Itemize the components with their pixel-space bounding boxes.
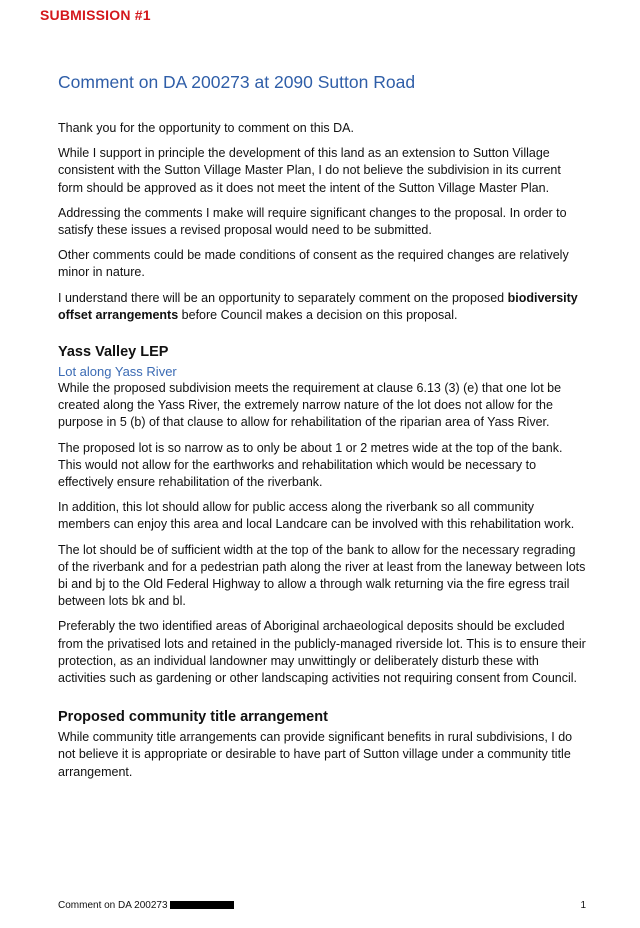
page-number: 1 [580,900,586,911]
intro-paragraph-5 [58,290,588,324]
submission-label: SUBMISSION #1 [40,7,151,23]
lep-paragraph-5: Preferably the two identified areas of Aboriginal archaeological deposits should be excluded from the privatised lots and retained in the publicly-managed riverside lot. This is to ensure their protection, as an individual landowner may unwittingly or deliberately disturb these with activities such as gardening or other landscaping activities not requiring consent from Council. [58,619,586,686]
intro-paragraph-5-end: before Council makes a decision on this proposal. [178,307,458,322]
lep-paragraph-2: The proposed lot is so narrow as to only be about 1 or 2 metres wide at the top of the bank. This would not allow for the earthworks and rehabilitation which would be necessary to effectively ensure rehabilitation of the riverbank. [58,440,563,490]
lot-along-river-subheading: Lot along Yass River [58,364,177,380]
community-paragraph-1: While community title arrangements can provide significant benefits in rural subdivisions, I do not believe it is appropriate or desirable to have part of Sutton village under a community title arrangement. [58,730,573,779]
footer-text: Comment on DA 200273 [58,900,168,911]
redaction-bar [170,901,234,909]
page-footer [58,900,588,911]
intro-paragraph-5-start: I understand there will be an opportunity to separately comment on the proposed [58,290,508,305]
intro-paragraph-2: While I support in principle the development of this land as an extension to Sutton Village consistent with the Sutton Village Master Plan, I do not believe the subdivision in its current form should be approved as it does not meet the intent of the Sutton Village Master Plan. [58,146,561,195]
intro-paragraph-3: Addressing the comments I make will require significant changes to the proposal. In order to satisfy these issues a revised proposal would need to be submitted. [58,205,567,238]
lep-heading: Yass Valley LEP [58,344,169,361]
community-title-heading: Proposed community title arrangement [58,709,328,726]
intro-paragraph-1: Thank you for the opportunity to comment on this DA. [58,121,354,135]
document-body [58,120,588,789]
document-title: Comment on DA 200273 at 2090 Sutton Road [58,72,416,92]
intro-paragraph-4: Other comments could be made conditions of consent as the required changes are relatively minor in nature. [58,248,569,280]
lep-paragraph-4: The lot should be of sufficient width at the top of the bank to allow for the necessary regrading of the riverbank and for a pedestrian path along the river at least from the laneway between lots bi and bj to the Old Federal Highway to allow a through walk returning via the fire egress trail between lots bk and bl. [58,542,586,609]
lep-paragraph-1: While the proposed subdivision meets the requirement at clause 6.13 (3) (e) that one lot be created along the Yass River, the extremely narrow nature of the lot does not allow for the purpose in 5 (b) of that clause to allow for rehabilitation of the riparian area of Yass River. [58,381,562,430]
lep-paragraph-3: In addition, this lot should allow for public access along the riverbank so all community members can enjoy this area and local Landcare can be involved with this rehabilitation work. [58,500,575,532]
biodiversity-offset-bold: biodiversity offset arrangements [58,290,578,322]
